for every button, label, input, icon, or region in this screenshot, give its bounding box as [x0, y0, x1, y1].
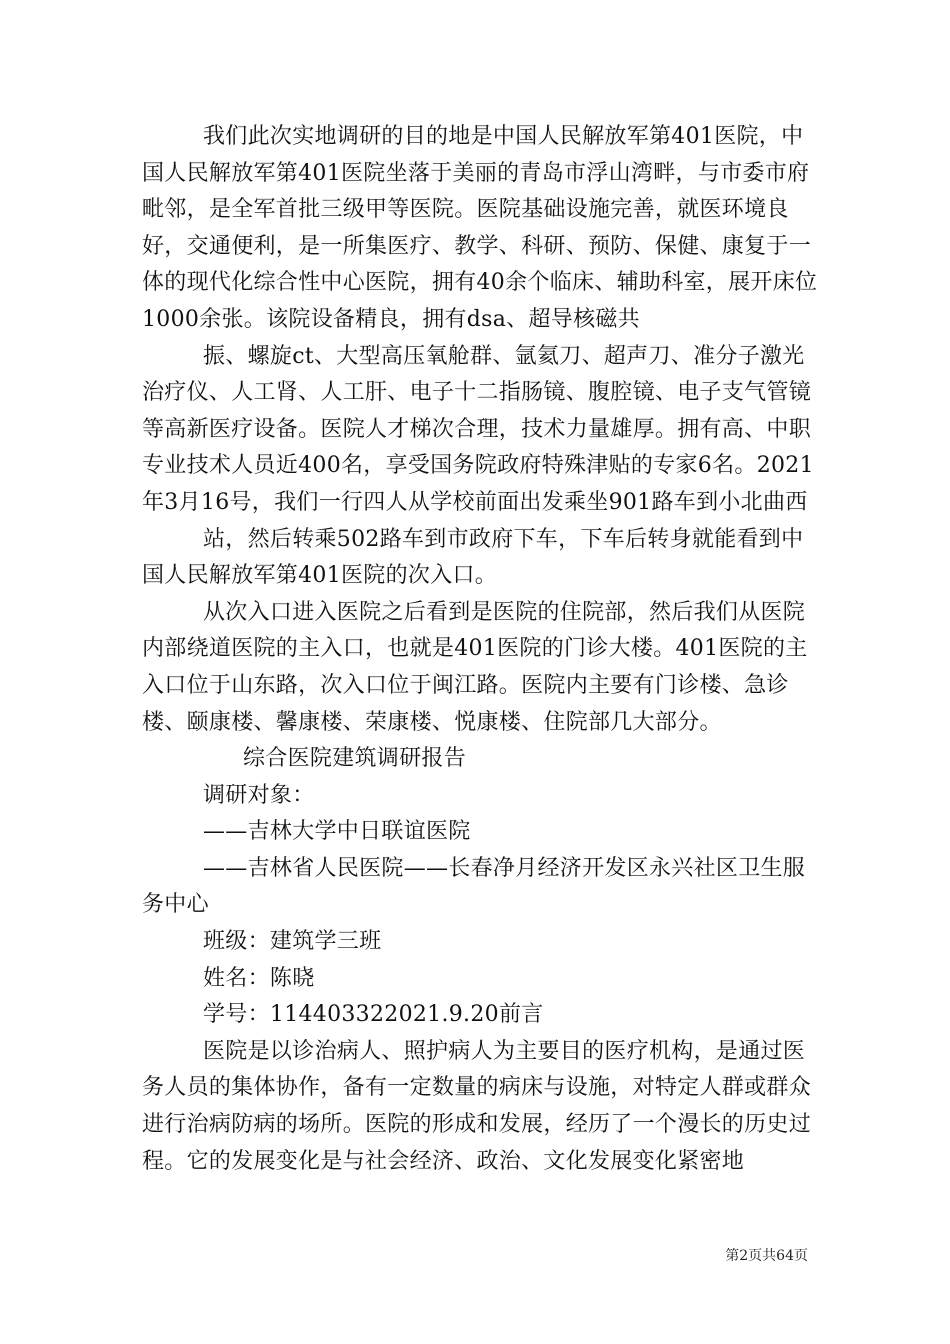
class-line: 班级：建筑学三班 [203, 929, 382, 955]
paragraph-5: 医院是以诊治病人、照护病人为主要目的医疗机构，是通过医务人员的集体协作，备有一定数量的病床与设施，对特定人群或群众进行治病防病的场所。医院的形成和发展，经历了一个漫长的历史过程。它的发展变化是与社会经济、政治、文化发展变化紧密地 [142, 1038, 812, 1174]
subjects-label: 调研对象： [203, 782, 315, 808]
subject-2: ——吉林省人民医院——长春净月经济开发区永兴社区卫生服务中心 [142, 855, 806, 918]
report-title: 综合医院建筑调研报告 [243, 746, 467, 772]
page-number: 第2页共64页 [725, 1248, 808, 1264]
id-line: 学号：114403322021.9.20前言 [203, 1002, 544, 1028]
page-footer [0, 1245, 950, 1265]
paragraph-1: 我们此次实地调研的目的地是中国人民解放军第401医院，中国人民解放军第401医院坐落于美丽的青岛市浮山湾畔，与市委市府毗邻，是全军首批三级甲等医院。医院基础设施完善，就医环境良好，交通便利，是一所集医疗、教学、科研、预防、保健、康复于一体的现代化综合性中心医院，拥有40余个临床、辅助科室，展开床位1000余张。该院设备精良，拥有dsa、超导核磁共 [142, 124, 818, 332]
subject-1: ——吉林大学中日联谊医院 [203, 819, 471, 845]
paragraph-2: 振、螺旋ct、大型高压氧舱群、氩氦刀、超声刀、准分子激光治疗仪、人工肾、人工肝、电子十二指肠镜、腹腔镜、电子支气管镜等高新医疗设备。医院人才梯次合理，技术力量雄厚。拥有高、中职专业技术人员近400名，享受国务院政府特殊津贴的专家6名。2021年3月16号，我们一行四人从学校前面出发乘坐901路车到小北曲西 [142, 343, 814, 515]
body-text [142, 119, 820, 1180]
paragraph-4: 从次入口进入医院之后看到是医院的住院部，然后我们从医院内部绕道医院的主入口，也就是401医院的门诊大楼。401医院的主入口位于山东路，次入口位于闽江路。医院内主要有门诊楼、急诊楼、颐康楼、馨康楼、荣康楼、悦康楼、住院部几大部分。 [142, 599, 808, 735]
paragraph-3: 站，然后转乘502路车到市政府下车，下车后转身就能看到中国人民解放军第401医院的次入口。 [142, 526, 804, 589]
name-line: 姓名：陈晓 [203, 965, 315, 991]
